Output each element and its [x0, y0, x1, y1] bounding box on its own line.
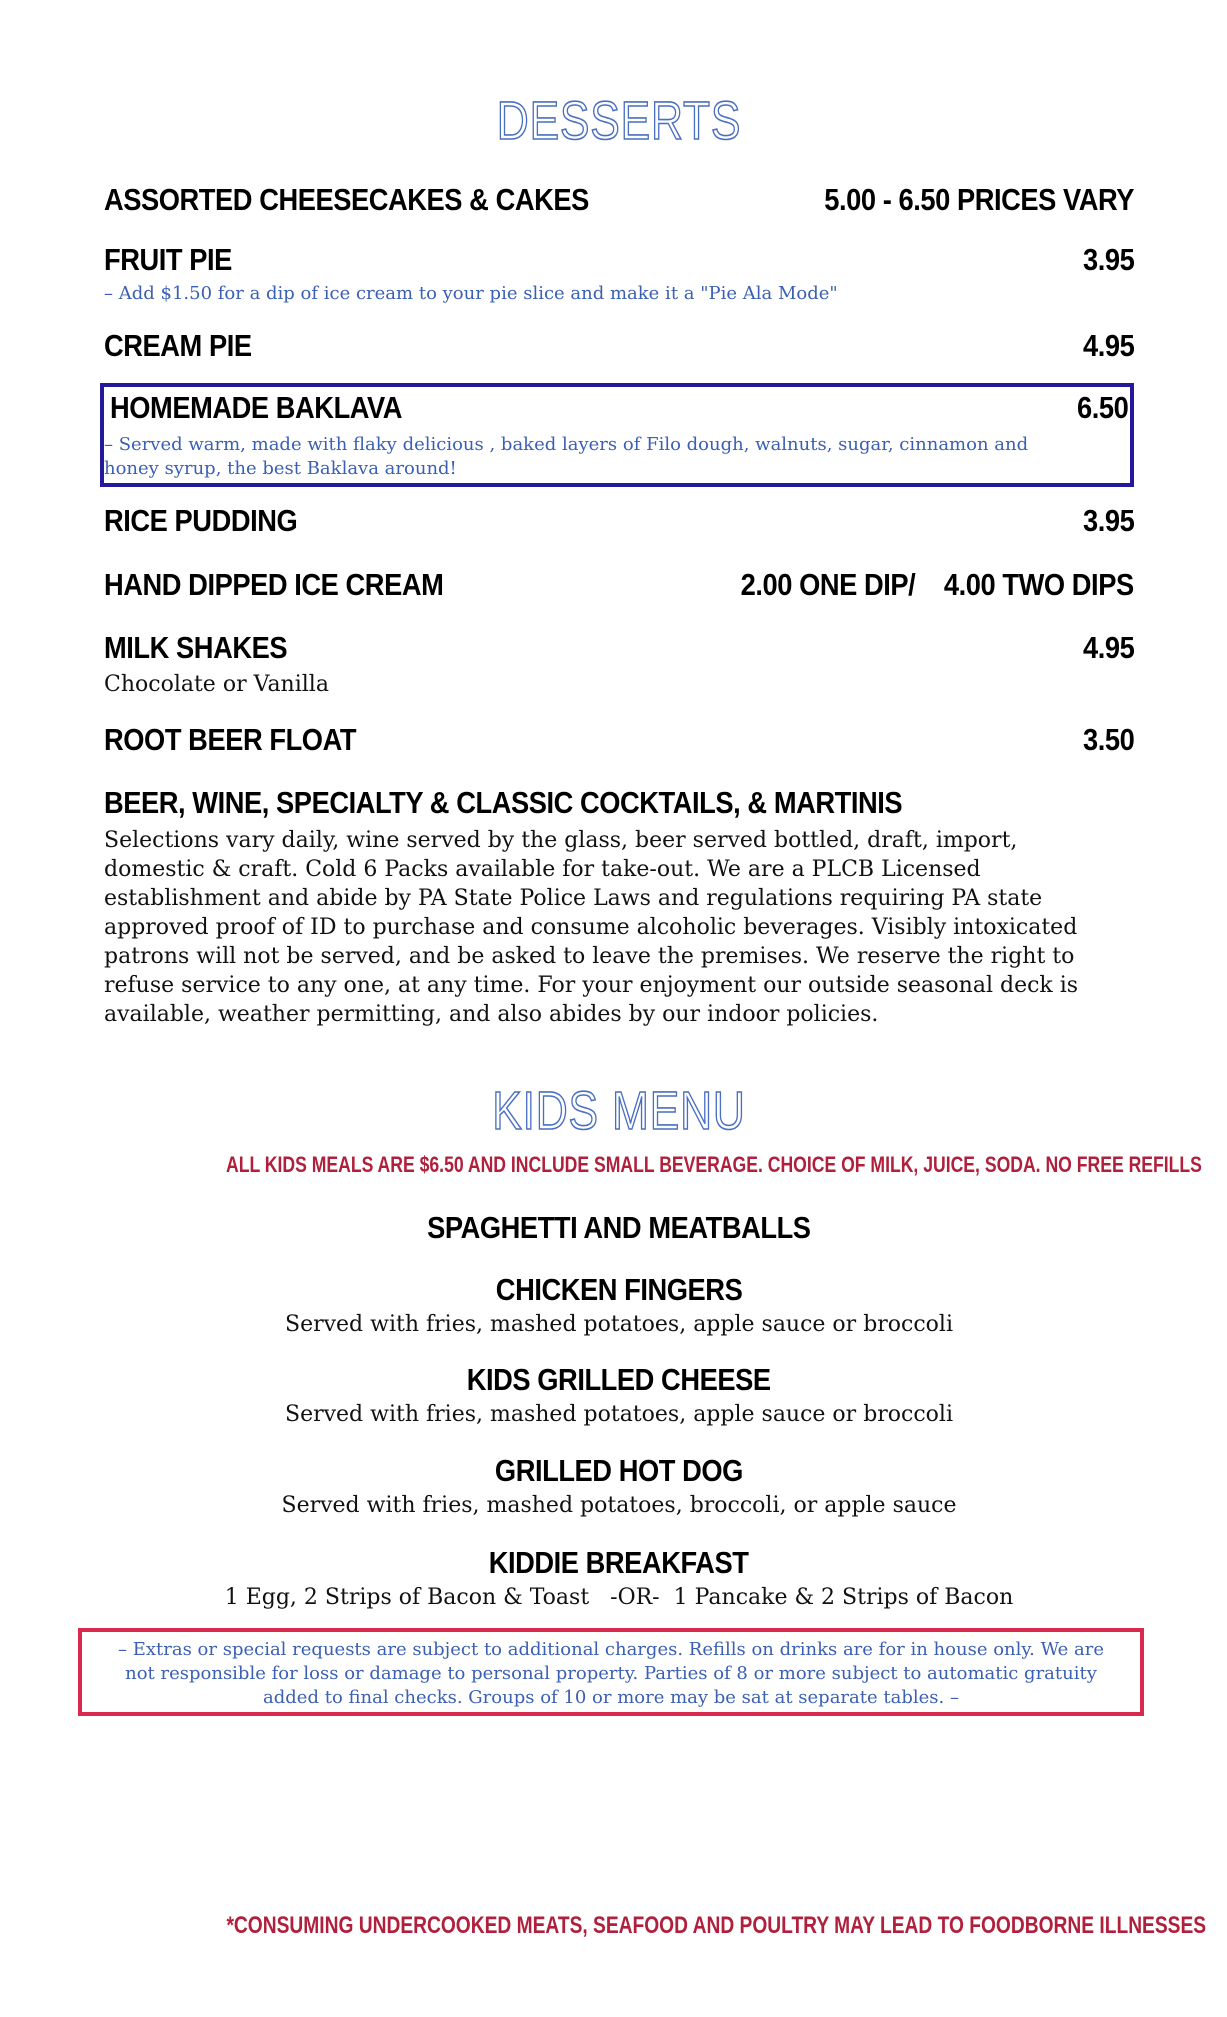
- menu-item: [104, 182, 1134, 218]
- kids-item-name-text: KIDS GRILLED CHEESE: [467, 1362, 771, 1397]
- kids-item-name: [104, 1272, 1134, 1308]
- foodborne-warning-text: *CONSUMING UNDERCOOKED MEATS, SEAFOOD AND POULTRY MAY LEAD TO FOODBORNE ILLNESSES: [226, 1912, 1207, 1939]
- item-price: 3.50: [1082, 722, 1134, 757]
- item-price: 3.95: [1082, 503, 1134, 538]
- item-price: 4.95: [1082, 328, 1134, 363]
- item-name: ASSORTED CHEESECAKES & CAKES: [104, 182, 589, 217]
- menu-item: [104, 328, 1134, 364]
- kids-item-description: 1 Egg, 2 Strips of Bacon & Toast -OR- 1 Pancake & 2 Strips of Bacon: [224, 1585, 1014, 1610]
- kids-price-notice: [104, 1152, 1202, 1178]
- extras-policy-note: – Extras or special requests are subject to additional charges. Refills on drinks are for in house only. We are not responsible for loss or damage to personal property. Parties of 8 or more subject to automatic gratuity added to final checks. Groups of 10 or more may be sat at separate tables. –: [78, 1628, 1144, 1716]
- item-description: – Served warm, made with flaky delicious , baked layers of Filo dough, walnuts, sugar, cinnamon and honey syrup, the best Baklava around!: [104, 434, 1029, 479]
- item-price: 2.00 ONE DIP/ 4.00 TWO DIPS: [740, 567, 1134, 602]
- item-name: MILK SHAKES: [104, 630, 288, 665]
- kids-item-name: [104, 1545, 1134, 1581]
- menu-item-featured: [110, 390, 1128, 426]
- kids-price-notice-text: ALL KIDS MEALS ARE $6.50 AND INCLUDE SMALL BEVERAGE. CHOICE OF MILK, JUICE, SODA. NO FREE REFILLS: [225, 1152, 1202, 1177]
- kids-item-name-text: GRILLED HOT DOG: [494, 1453, 743, 1488]
- item-description: – Add $1.50 for a dip of ice cream to your pie slice and make it a "Pie Ala Mode": [104, 283, 838, 304]
- kids-item-description: Served with fries, mashed potatoes, apple sauce or broccoli: [285, 1312, 953, 1337]
- kids-item-description: Served with fries, mashed potatoes, broccoli, or apple sauce: [281, 1493, 957, 1518]
- item-name: HOMEMADE BAKLAVA: [110, 390, 403, 425]
- kids-item-name: [104, 1210, 1134, 1246]
- kids-item-name: [104, 1453, 1134, 1489]
- alcohol-policy-text: Selections vary daily, wine served by the glass, beer served bottled, draft, import, domestic & craft. Cold 6 Packs available for take-out. We are a PLCB Licensed establishment and abide by PA State Police Laws and regulations requiring PA state approved proof of ID to purchase and consume alcoholic beverages. Visibly intoxicated patrons will not be served, and be asked to leave the premises. We reserve the right to refuse service to any one, at any time. For your enjoyment our outside seasonal deck is available, weather permitting, and also abides by our indoor policies.: [104, 828, 1079, 1027]
- kids-menu-title: KIDS MENU: [492, 1081, 746, 1141]
- item-name: FRUIT PIE: [104, 242, 232, 277]
- item-price: 5.00 - 6.50 PRICES VARY: [824, 182, 1134, 217]
- menu-item: [104, 503, 1134, 539]
- desserts-title: DESSERTS: [496, 91, 742, 151]
- menu-item: [104, 785, 1134, 821]
- kids-item-name-text: CHICKEN FINGERS: [495, 1272, 743, 1307]
- item-name: RICE PUDDING: [104, 503, 298, 538]
- menu-item: [104, 722, 1134, 758]
- menu-item: [104, 630, 1134, 666]
- menu-item: [104, 567, 1134, 603]
- foodborne-warning: [104, 1912, 1207, 1940]
- item-name: ROOT BEER FLOAT: [104, 722, 357, 757]
- kids-item-name: [104, 1362, 1134, 1398]
- item-name: BEER, WINE, SPECIALTY & CLASSIC COCKTAILS, & MARTINIS: [104, 785, 903, 820]
- kids-item-name-text: SPAGHETTI AND MEATBALLS: [427, 1210, 811, 1245]
- item-price: 3.95: [1082, 242, 1134, 277]
- item-description: Chocolate or Vanilla: [104, 672, 329, 697]
- kids-item-name-text: KIDDIE BREAKFAST: [489, 1545, 749, 1580]
- kids-item-description: Served with fries, mashed potatoes, apple sauce or broccoli: [285, 1402, 953, 1427]
- item-price: 4.95: [1082, 630, 1134, 665]
- item-price: 6.50: [1076, 390, 1128, 425]
- item-name: HAND DIPPED ICE CREAM: [104, 567, 444, 602]
- menu-item: [104, 242, 1134, 278]
- item-name: CREAM PIE: [104, 328, 252, 363]
